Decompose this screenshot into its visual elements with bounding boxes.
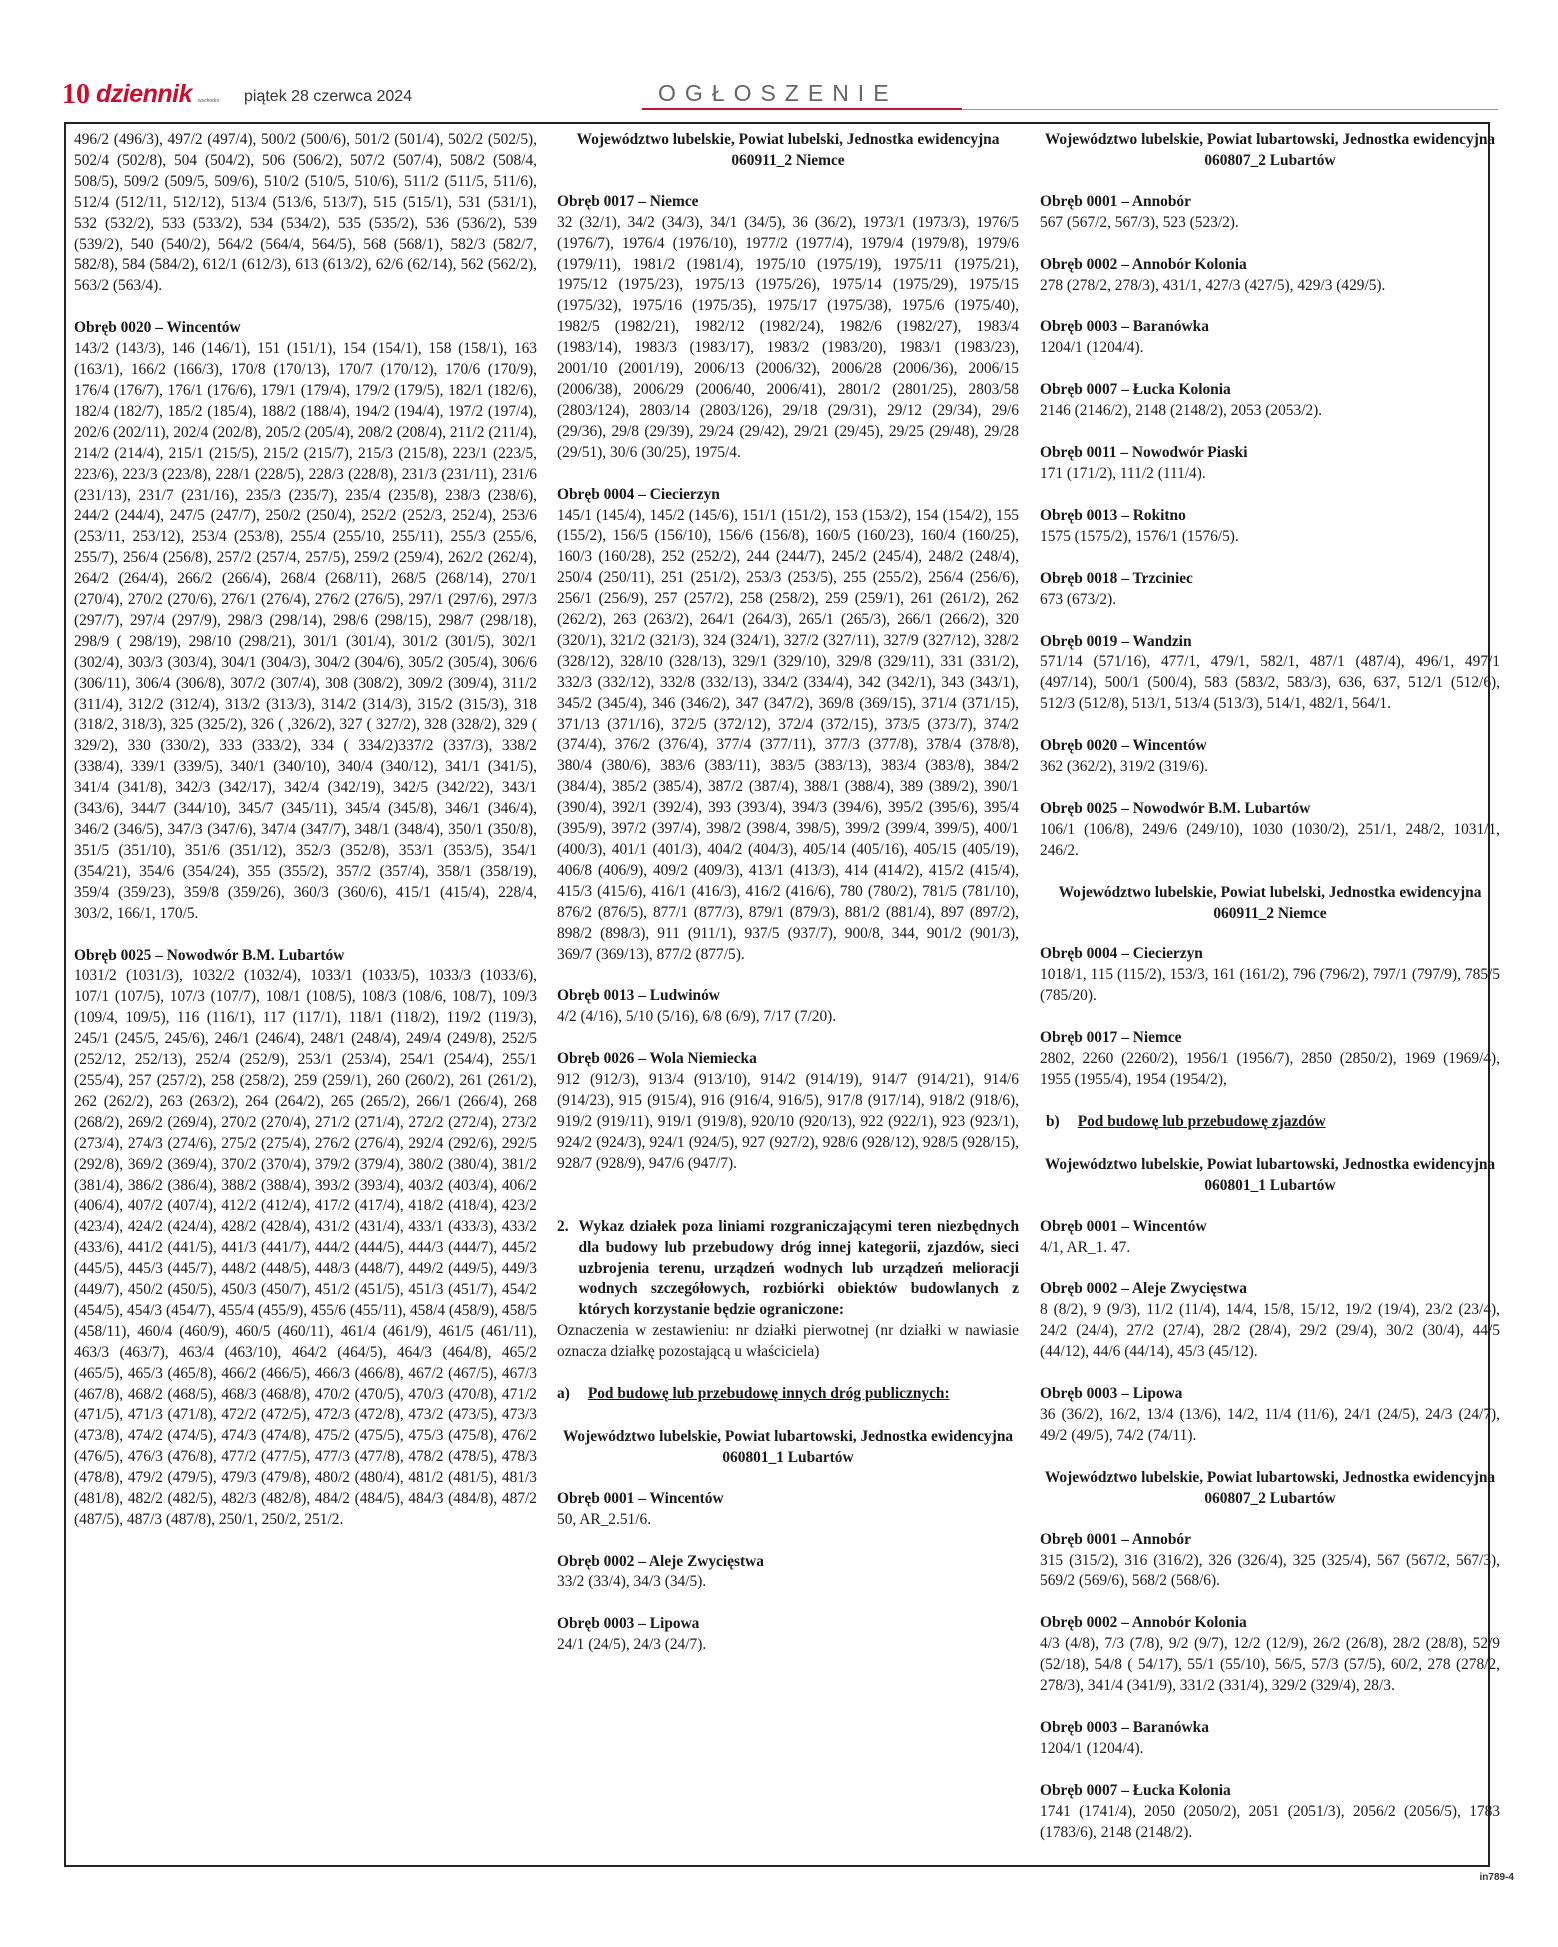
precinct-heading: Obręb 0025 – Nowodwór B.M. Lubartów <box>74 946 345 964</box>
parcel-list: 36 (36/2), 16/2, 13/4 (13/6), 14/2, 11/4 (11/6), 24/1 (24/5), 24/3 (24/7), 49/2 (49/5), 74/2 (74/11). <box>1040 1405 1500 1444</box>
parcel-list: 106/1 (106/8), 249/6 (249/10), 1030 (1030/2), 251/1, 248/2, 1031/1, 246/2. <box>1040 820 1500 859</box>
precinct-heading: Obręb 0020 – Wincentów <box>74 319 241 337</box>
column-3 <box>1040 130 1500 1843</box>
parcel-list: 32 (32/1), 34/2 (34/3), 34/1 (34/5), 36 (36/2), 1973/1 (1973/3), 1976/5 (1976/7), 1976/4 (1976/10), 1977/2 (1977/4), 1979/4 (1979/8), 1979/6 (1979/11), 1981/2 (1981/4), 1975/10 (1975/19), 1975/11 (1975/21), 1975/12 (1975/23), 1975/13 (1975/26), 1975/14 (1975/29), 1975/15 (1975/32), 1975/16 (1975/35), 1975/17 (1975/38), 1975/6 (1975/40), 1982/5 (1982/21), 1982/12 (1982/24), 1982/6 (1982/27), 1983/4 (1983/14), 1983/3 (1983/17), 1983/2 (1983/20), 1983/1 (1983/23), 2001/10 (2001/19), 2006/13 (2006/32), 2006/28 (2006/36), 2006/15 (2006/38), 2006/29 (2006/40, 2006/41), 2801/2 (2801/25), 2803/58 (2803/124), 2803/14 (2803/126), 29/18 (29/31), 29/12 (29/34), 29/6 (29/36), 29/8 (29/39), 29/24 (29/42), 29/21 (29/45), 29/25 (29/48), 29/28 (29/51), 30/6 (30/25), 1975/4. <box>557 213 1019 461</box>
precinct-heading: Obręb 0001 – Wincentów <box>557 1489 724 1507</box>
precinct-heading: Obręb 0013 – Ludwinów <box>557 987 720 1005</box>
precinct-heading: Obręb 0003 – Baranówka <box>1040 1718 1209 1736</box>
precinct-heading: Obręb 0001 – Annobór <box>1040 192 1191 210</box>
parcel-list: 2802, 2260 (2260/2), 1956/1 (1956/7), 2850 (2850/2), 1969 (1969/4), 1955 (1955/4), 1954 (1954/2), <box>1040 1050 1500 1088</box>
parcel-list: 278 (278/2, 278/3), 431/1, 427/3 (427/5), 429/3 (429/5). <box>1040 276 1386 294</box>
unit-heading: Województwo lubelskie, Powiat lubelski, Jednostka ewidencyjna 060911_2 Niemce <box>1058 883 1482 922</box>
precinct-heading: Obręb 0004 – Ciecierzyn <box>557 485 720 503</box>
subsection-letter: b) <box>1046 1112 1060 1130</box>
precinct-heading: Obręb 0026 – Wola Niemiecka <box>557 1050 757 1068</box>
page-header <box>62 80 1498 110</box>
newspaper-logo: dziennik <box>96 80 193 108</box>
header-rule <box>962 109 1498 110</box>
column-2 <box>557 130 1019 1656</box>
subsection-title: Pod budowę lub przebudowę innych dróg publicznych: <box>587 1385 950 1403</box>
unit-heading: Województwo lubelskie, Powiat lubartowski, Jednostka ewidencyjna 060801_1 Lubartów <box>1044 1155 1496 1194</box>
parcel-list: 1575 (1575/2), 1576/1 (1576/5). <box>1040 527 1239 545</box>
page-number: 10 <box>62 79 90 110</box>
parcel-list: 4/1, AR_1. 47. <box>1040 1238 1131 1256</box>
section-underline <box>642 108 962 110</box>
ad-code: in789-4 <box>1479 1872 1514 1883</box>
item-number: 2. <box>557 1217 569 1235</box>
precinct-heading: Obręb 0003 – Lipowa <box>557 1615 700 1633</box>
parcel-list: 1018/1, 115 (115/2), 153/3, 161 (161/2), 796 (796/2), 797/1 (797/9), 785/5 (785/20). <box>1040 966 1500 1005</box>
parcel-list: 567 (567/2, 567/3), 523 (523/2). <box>1040 213 1239 231</box>
subsection-title: Pod budowę lub przebudowę zjazdów <box>1077 1112 1326 1130</box>
parcel-list: 1031/2 (1031/3), 1032/2 (1032/4), 1033/1 (1033/5), 1033/3 (1033/6), 107/1 (107/5), 107/3 (107/7), 108/1 (108/5), 108/3 (108/6, 108/7), 109/3 (109/4, 109/5), 116 (116/1), 117 (117/1), 118/1 (118/2), 119/2 (119/3), 245/1 (245/5, 245/6), 246/1 (246/4), 248/1 (248/4), 249/4 (249/8), 252/5 (252/12, 252/13), 252/4 (252/9), 253/1 (253/4), 254/1 (254/4), 255/1 (255/4), 257 (257/2), 258 (258/2), 259 (259/1), 260 (260/2), 261 (261/2), 262 (262/2), 263 (263/2), 264 (264/2), 265 (265/2), 266/1 (266/4), 268 (268/2), 269/2 (269/4), 270/2 (270/4), 271/2 (271/4), 272/2 (272/4), 273/2 (273/4), 274/3 (274/6), 275/2 (275/4), 276/2 (276/4), 292/4 (292/6), 292/5 (292/8), 369/2 (369/4), 370/2 (370/4), 379/2 (379/4), 380/2 (380/4), 381/2 (381/4), 386/2 (386/4), 388/2 (388/4), 393/2 (393/4), 403/2 (403/4), 406/2 (406/4), 407/2 (407/4), 412/2 (412/4), 417/2 (417/4), 418/2 (418/4), 423/2 (423/4), 424/2 (424/4), 428/2 (428/4), 431/2 (431/4), 433/1 (433/3), 433/2 (433/6), 441/2 (441/5), 441/3 (441/7), 444/2 (444/5), 444/3 (444/7), 445/2 (445/5), 445/3 (445/7), 448/2 (448/5), 448/3 (448/7), 449/2 (449/5), 449/3 (449/7), 450/2 (450/5), 450/3 (450/7), 451/2 (451/5), 451/3 (451/7), 454/2 (454/5), 454/3 (454/7), 455/4 (455/9), 455/6 (455/11), 458/4 (458/9), 458/5 (458/11), 460/4 (460/9), 460/5 (460/11), 461/4 (461/9), 461/5 (461/11), 463/3 (463/7), 463/4 (463/10), 464/2 (464/5), 464/3 (464/8), 465/2 (465/5), 465/3 (465/8), 466/2 (466/5), 466/3 (466/8), 467/2 (467/5), 467/3 (467/8), 468/2 (468/5), 468/3 (468/8), 470/2 (470/5), 470/3 (470/8), 471/2 (471/5), 471/3 (471/8), 472/2 (472/5), 472/3 (472/8), 473/2 (473/5), 473/3 (473/8), 474/2 (474/5), 474/3 (474/8), 475/2 (475/5), 475/3 (475/8), 476/2 (476/5), 476/3 (476/8), 477/2 (477/5), 477/3 (477/8), 478/2 (478/5), 478/3 (478/8), 479/2 (479/5), 479/3 (479/8), 480/2 (480/4), 481/2 (481/5), 481/3 (481/8), 482/2 (482/5), 482/3 (482/8), 484/2 (484/5), 484/3 (484/8), 487/2 (487/5), 487/3 (487/8), 250/1, 250/2, 251/2. <box>74 967 537 1528</box>
precinct-heading: Obręb 0025 – Nowodwór B.M. Lubartów <box>1040 799 1311 817</box>
item-text: Wykaz działek poza liniami rozgraniczającymi teren niezbędnych dla budowy lub przebudowy dróg innej kategorii, zjazdów, sieci uzbrojenia terenu, urządzeń wodnych lub urządzeń melioracji wodnych szczegółowych, rozbiórki obiektów budowlanych z których korzystanie będzie ograniczone: <box>578 1217 1019 1319</box>
precinct-heading: Obręb 0002 – Annobór Kolonia <box>1040 1614 1247 1632</box>
unit-heading: Województwo lubelskie, Powiat lubartowski, Jednostka ewidencyjna 060807_2 Lubartów <box>1044 1468 1496 1507</box>
unit-heading: Województwo lubelskie, Powiat lubartowski, Jednostka ewidencyjna 060807_2 Lubartów <box>1044 131 1496 169</box>
parcel-list: 4/3 (4/8), 7/3 (7/8), 9/2 (9/7), 12/2 (12/9), 26/2 (26/8), 28/2 (28/8), 52/9 (52/18), 54/8 ( 54/17), 55/1 (55/10), 56/5, 57/3 (57/5), 60/2, 278 (278/2, 278/3), 341/4 (341/9), 331/2 (331/4), 329/2 (329/4), 28/3. <box>1040 1635 1500 1695</box>
precinct-heading: Obręb 0007 – Łucka Kolonia <box>1040 1781 1231 1799</box>
precinct-heading: Obręb 0017 – Niemce <box>557 192 699 210</box>
parcel-list: 143/2 (143/3), 146 (146/1), 151 (151/1), 154 (154/1), 158 (158/1), 163 (163/1), 166/2 (166/3), 170/8 (170/13), 170/7 (170/12), 170/6 (170/9), 176/4 (176/7), 176/1 (176/6), 179/1 (179/4), 179/2 (179/5), 182/1 (182/6), 182/4 (182/7), 185/2 (185/4), 188/2 (188/4), 194/2 (194/4), 197/2 (197/4), 202/6 (202/11), 202/4 (202/8), 205/2 (205/4), 208/2 (208/4), 211/2 (211/4), 214/2 (214/4), 215/1 (215/5), 215/2 (215/7), 215/3 (215/8), 223/1 (223/5, 223/6), 223/3 (223/8), 228/1 (228/5), 228/3 (228/8), 231/3 (231/11), 231/6 (231/13), 231/7 (231/16), 235/3 (235/7), 235/4 (235/8), 238/3 (238/6), 244/2 (244/4), 247/5 (247/7), 250/2 (250/4), 252/2 (252/3, 252/4), 253/6 (253/11, 253/12), 253/4 (253/8), 255/4 (255/10, 255/11), 255/3 (255/6, 255/7), 256/4 (256/8), 257/2 (257/4, 257/5), 259/2 (259/4), 262/2 (262/4), 264/2 (264/4), 266/2 (266/4), 268/4 (268/11), 268/5 (268/14), 270/1 (270/4), 270/2 (270/6), 276/1 (276/4), 276/2 (276/5), 297/1 (297/6), 297/3 (297/7), 297/4 (297/9), 298/3 (298/14), 298/6 (298/15), 298/7 (298/18), 298/9 ( 298/19), 298/10 (298/21), 301/1 (301/4), 301/2 (301/5), 302/1 (302/4), 303/3 (303/4), 304/1 (304/3), 304/2 (304/6), 305/2 (305/4), 306/6 (306/11), 306/4 (306/8), 307/2 (307/4), 308 (308/2), 309/2 (309/4), 311/2 (311/4), 312/2 (312/4), 313/2 (313/3), 314/2 (314/3), 315/2 (315/3), 318 (318/2, 318/3), 325 (325/2), 326 ( ,326/2), 327 ( 327/2), 328 (328/2), 329 ( 329/2), 330 (330/2), 333 (333/2), 334 ( 334/2)337/2 (337/3), 338/2 (338/4), 339/1 (339/5), 340/1 (340/10), 340/4 (340/12), 341/1 (341/5), 341/4 (341/8), 342/3 (342/17), 342/4 (342/19), 342/5 (342/22), 343/1 (343/6), 344/7 (344/10), 345/7 (345/11), 345/4 (345/8), 346/1 (346/4), 346/2 (346/5), 347/3 (347/6), 347/4 (347/7), 348/1 (348/4), 350/1 (350/8), 351/5 (351/10), 351/6 (351/12), 352/3 (352/8), 353/1 (353/5), 354/1 (354/21), 354/6 (354/24), 355 (355/2), 357/2 (357/4), 358/1 (358/19), 359/4 (359/23), 359/8 (359/26), 360/3 (360/6), 415/1 (415/4), 228/4, 303/2, 166/1, 170/5. <box>74 340 537 922</box>
issue-date: piątek 28 czerwca 2024 <box>244 88 413 105</box>
section-title: OGŁOSZENIE <box>658 80 898 106</box>
unit-heading: Województwo lubelskie, Powiat lubartowski, Jednostka ewidencyjna 060801_1 Lubartów <box>562 1427 1014 1466</box>
parcel-list: 50, AR_2.51/6. <box>557 1510 652 1528</box>
precinct-heading: Obręb 0003 – Baranówka <box>1040 318 1209 336</box>
parcel-list: 171 (171/2), 111/2 (111/4). <box>1040 464 1206 482</box>
precinct-heading: Obręb 0018 – Trzciniec <box>1040 569 1193 587</box>
parcel-list: 673 (673/2). <box>1040 590 1117 608</box>
parcel-list: 145/1 (145/4), 145/2 (145/6), 151/1 (151/2), 153 (153/2), 154 (154/2), 155 (155/2), 156/5 (156/10), 156/6 (156/8), 160/5 (160/23), 160/4 (160/25), 160/3 (160/28), 252 (252/2), 244 (244/7), 245/2 (245/4), 248/2 (248/4), 250/4 (250/11), 251 (251/2), 253/3 (253/5), 255 (255/2), 256/4 (256/6), 256/1 (256/9), 257 (257/2), 258 (258/2), 259 (259/1), 261 (261/2), 262 (262/2), 263 (263/2), 264/1 (264/3), 265/1 (265/3), 266/1 (266/2), 320 (320/1), 321/2 (321/3), 324 (324/1), 327/2 (327/11), 327/9 (327/12), 328/2 (328/12), 328/10 (328/13), 329/1 (329/10), 329/8 (329/11), 331 (331/2), 332/3 (332/12), 332/8 (332/13), 334/2 (334/4), 342 (342/1), 343 (343/1), 345/2 (345/4), 346 (346/2), 347 (347/2), 369/8 (369/15), 371/4 (371/15), 371/13 (371/16), 372/5 (372/12), 372/4 (372/15), 373/5 (373/7), 374/2 (374/4), 376/2 (376/4), 377/4 (377/11), 377/3 (377/8), 378/4 (378/8), 380/4 (380/6), 383/6 (383/11), 383/5 (383/13), 383/4 (383/8), 384/2 (384/4), 385/2 (385/4), 387/2 (387/4), 388/1 (388/4), 389 (389/2), 390/1 (390/4), 392/1 (392/4), 393 (393/4), 394/3 (394/6), 395/2 (395/6), 395/4 (395/9), 397/2 (397/4), 398/2 (398/4, 398/5), 399/2 (399/4, 399/5), 400/1 (400/3), 401/1 (401/3), 404/2 (404/3), 405/14 (405/16), 405/15 (405/19), 406/8 (406/9), 409/2 (409/3), 413/1 (413/3), 414 (414/2), 415/2 (415/4), 415/3 (415/6), 416/1 (416/3), 416/2 (416/6), 780 (780/2), 781/5 (781/10), 876/2 (876/5), 877/1 (877/3), 879/1 (879/3), 881/2 (881/4), 897 (897/2), 898/2 (898/3), 911 (911/1), 937/5 (937/7), 900/8, 344, 901/2 (901/3), 369/7 (369/13), 877/2 (877/5). <box>557 506 1019 963</box>
parcel-list: 1204/1 (1204/4). <box>1040 1739 1144 1757</box>
parcel-list: 1741 (1741/4), 2050 (2050/2), 2051 (2051/3), 2056/2 (2056/5), 1783 (1783/6), 2148 (2148/2). <box>1040 1802 1500 1841</box>
list-item-2 <box>557 1217 1019 1322</box>
precinct-heading: Obręb 0002 – Annobór Kolonia <box>1040 255 1247 273</box>
parcel-list: 912 (912/3), 913/4 (913/10), 914/2 (914/19), 914/7 (914/21), 914/6 (914/23), 915 (915/4), 916 (916/4, 916/5), 917/8 (917/14), 918/2 (918/6), 919/2 (919/11), 919/1 (919/8), 920/10 (920/13), 922 (922/1), 923 (923/1), 924/2 (924/3), 924/1 (924/5), 927 (927/2), 928/6 (928/12), 928/5 (928/15), 928/7 (928/9), 947/6 (947/7). <box>557 1071 1019 1172</box>
parcel-list: 33/2 (33/4), 34/3 (34/5). <box>557 1573 707 1591</box>
precinct-heading: Obręb 0004 – Ciecierzyn <box>1040 945 1203 963</box>
precinct-heading: Obręb 0007 – Łucka Kolonia <box>1040 381 1231 399</box>
parcel-list: 1204/1 (1204/4). <box>1040 339 1144 357</box>
legend-note: Oznaczenia w zestawieniu: nr działki pierwotnej (nr działki w nawiasie oznacza działkę pozostającą u właściciela) <box>557 1322 1019 1361</box>
subsection-a <box>557 1384 1019 1405</box>
precinct-heading: Obręb 0003 – Lipowa <box>1040 1385 1183 1403</box>
subsection-letter: a) <box>557 1385 570 1403</box>
parcel-list: 8 (8/2), 9 (9/3), 11/2 (11/4), 14/4, 15/8, 15/12, 19/2 (19/4), 23/2 (23/4), 24/2 (24/4), 27/2 (27/4), 28/2 (28/4), 29/2 (29/4), 30/2 (30/4), 44/5 (44/12), 44/6 (44/14), 45/3 (45/12). <box>1040 1301 1500 1361</box>
parcel-list: 362 (362/2), 319/2 (319/6). <box>1040 758 1208 776</box>
precinct-heading: Obręb 0001 – Wincentów <box>1040 1217 1207 1235</box>
unit-heading: Województwo lubelskie, Powiat lubelski, Jednostka ewidencyjna 060911_2 Niemce <box>576 131 1000 169</box>
precinct-heading: Obręb 0013 – Rokitno <box>1040 506 1186 524</box>
precinct-heading: Obręb 0002 – Aleje Zwycięstwa <box>557 1552 764 1570</box>
precinct-heading: Obręb 0011 – Nowodwór Piaski <box>1040 444 1248 462</box>
parcel-list: 496/2 (496/3), 497/2 (497/4), 500/2 (500/6), 501/2 (501/4), 502/2 (502/5), 502/4 (502/8), 504 (504/2), 506 (506/2), 507/2 (507/4), 508/2 (508/4, 508/5), 509/2 (509/5, 509/6), 510/2 (510/5, 510/6), 511/2 (511/5, 511/6), 512/4 (512/11, 512/12), 513/4 (513/6, 513/7), 515 (515/1), 531 (531/1), 532 (532/2), 533 (533/2), 534 (534/2), 535 (535/2), 536 (536/2), 539 (539/2), 540 (540/2), 564/2 (564/4, 564/5), 568 (568/1), 582/3 (582/7, 582/8), 584 (584/2), 612/1 (612/3), 613 (613/2), 62/6 (62/14), 562 (562/2), 563/2 (563/4). <box>74 131 537 295</box>
parcel-list: 4/2 (4/16), 5/10 (5/16), 6/8 (6/9), 7/17 (7/20). <box>557 1008 837 1026</box>
parcel-list: 571/14 (571/16), 477/1, 479/1, 582/1, 487/1 (487/4), 496/1, 497/1 (497/14), 500/1 (500/4), 583 (583/2, 583/3), 636, 637, 512/1 (512/6), 512/3 (512/8), 513/1, 513/4 (513/3), 514/1, 482/1, 564/1. <box>1040 653 1500 713</box>
column-1 <box>74 130 537 1531</box>
precinct-heading: Obręb 0017 – Niemce <box>1040 1029 1182 1047</box>
precinct-heading: Obręb 0001 – Annobór <box>1040 1530 1191 1548</box>
precinct-heading: Obręb 0020 – Wincentów <box>1040 737 1207 755</box>
subsection-b <box>1046 1112 1500 1133</box>
precinct-heading: Obręb 0002 – Aleje Zwycięstwa <box>1040 1280 1247 1298</box>
parcel-list: 24/1 (24/5), 24/3 (24/7). <box>557 1636 707 1654</box>
newspaper-logo-sub: wschodni <box>198 98 219 104</box>
parcel-list: 2146 (2146/2), 2148 (2148/2), 2053 (2053/2). <box>1040 402 1323 420</box>
parcel-list: 315 (315/2), 316 (316/2), 326 (326/4), 325 (325/4), 567 (567/2, 567/3), 569/2 (569/6), 568/2 (568/6). <box>1040 1551 1500 1590</box>
precinct-heading: Obręb 0019 – Wandzin <box>1040 632 1192 650</box>
